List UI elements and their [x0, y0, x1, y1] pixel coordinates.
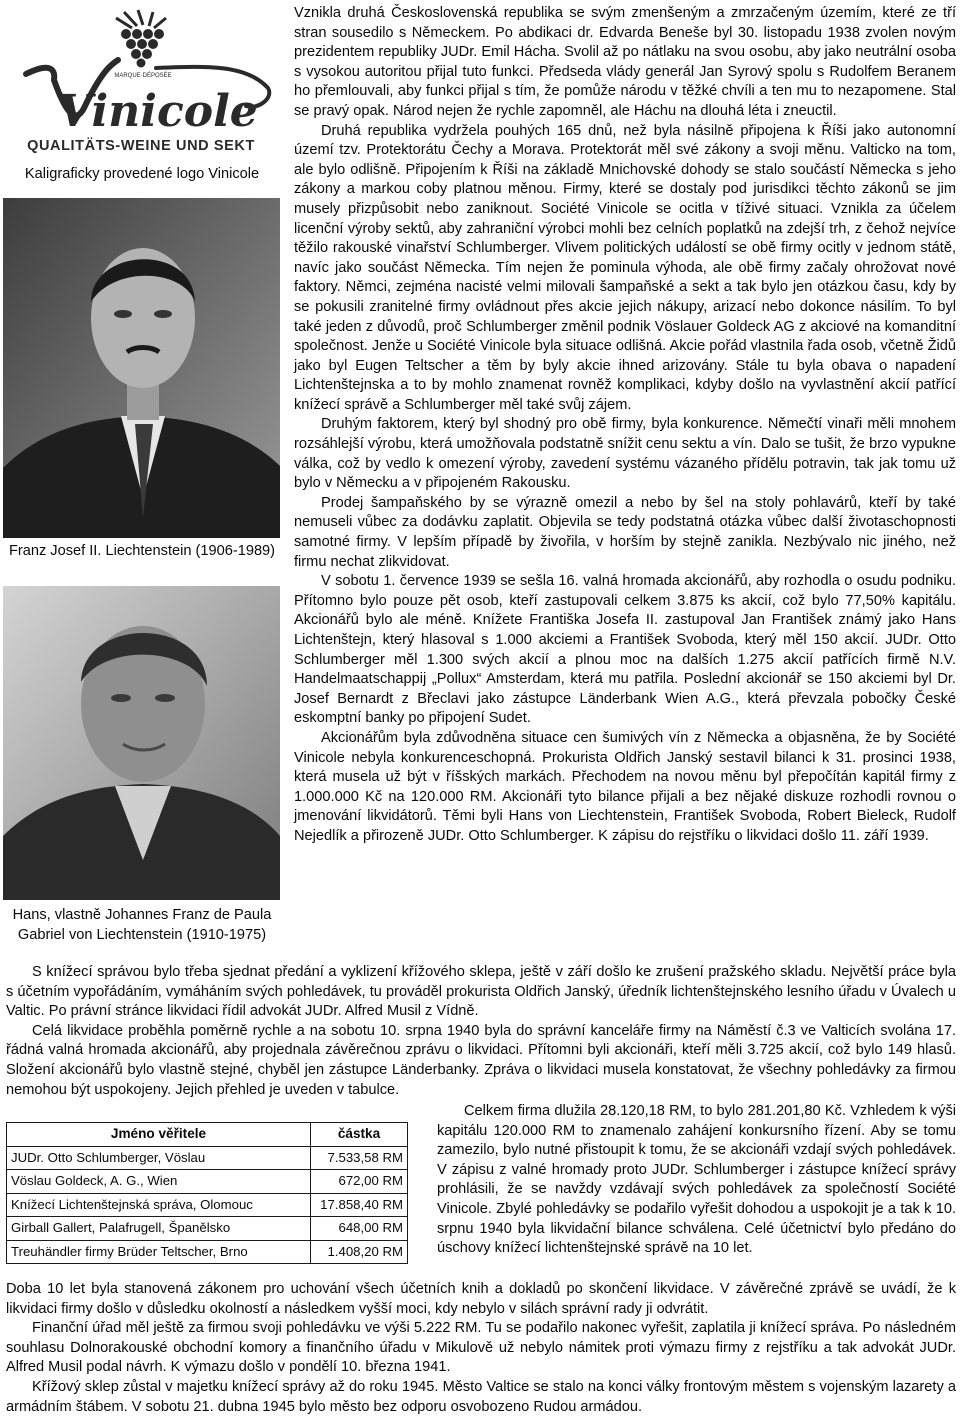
paragraph: V sobotu 1. července 1939 se sešla 16. valná hromada akcionářů, aby rozhodla o osudu podniku. Přítomno bylo pouze pět osob, kteří zastupovali celkem 3.875 ks akcií, což bylo 77,50% kapitálu. Akcionářů bylo ale méně. Knížete Františka Josefa II. zastupoval Jan František známý jako Hans Lichtenštejn, který hlasoval s 1.000 akciemi a František Svoboda, který měl 150 akcií. JUDr. Otto Schlumberger měl 1.300 svých akcií a plnou moc na dalších 1.275 akcií patřících firmě N.V. Handelmaatschappij „Pollux“ Amsterdam, která mu patřila. Poslední akcionář se 150 akciemi byl Dr. Josef Bernardt z Břeclavi jako zástupce Länderbank Wien A.G., která převzala pobočky České eskomptní banky po připojení Sudet.: [294, 573, 956, 727]
creditor-amount: 1.408,20 RM: [311, 1240, 408, 1264]
portrait-photo: [3, 198, 280, 538]
paragraph: Prodej šampaňského by se výrazně omezil a nebo by šel na stoly pohlavárů, kteří by také nemuseli vůbec za dodávku zaplatit. Objevila se tedy podstatná otázka vůbec další životaschopnosti samotné firmy. V lepším případě by živořila, v horším by stejně zanikla. Nezbývalo nic jiného, než firmu nechat zlikvidovat.: [294, 494, 956, 570]
portrait2-caption: [0, 906, 284, 945]
paragraph: Doba 10 let byla stanovená zákonem pro uchování všech účetních knih a dokladů po skončení likvidace. V závěrečné zprávě se uvádí, že k likvidaci firmy došlo v důsledku okolností a následkem vyšší moci, kdy nebylo v silách správní rady ji odvrátit.: [6, 1281, 956, 1317]
paragraph: S knížecí správou bylo třeba sjednat předání a vyklizení křížového sklepa, ještě v září došlo ke zrušení pražského skladu. Největší práce byla s účetním vypořádáním, vymáháním svých pohledávek, tu prováděl prokurista Oldřich Janský, úředník lichtenštejnského lesního úřadu v Úvalech u Valtic. Po právní stránce likvidaci řídil advokát JUDr. Alfred Musil z Vídně.: [6, 964, 956, 1020]
creditor-amount: 672,00 RM: [311, 1170, 408, 1194]
logo-brand: Vinicole: [58, 86, 258, 137]
creditor-name: Girball Gallert, Palafrugell, Španělsko: [7, 1217, 311, 1241]
paragraph: Celkem firma dlužila 28.120,18 RM, to bylo 281.201,80 Kč. Vzhledem k výši kapitálu 120.000 RM to znamenalo zahájení konkursního řízení. Aby se tomu zamezilo, bylo nutné přistoupit k tomu, že se akcionáři vzdají svých pohledávek. V zápisu z valné hromady proto JUDr. Schlumberger i zástupce knížecí správy prohlásili, že se navždy vzdávají svých pohledávek za společností Société Vinicole. Zbylé pohledávky se podařilo vyřešit dohodou a uspokojit je a tak k 10. srpnu 1940 byla likvidační bilance schválena. Celé účetnictví bylo předáno do úschovy knížecí lichtenštejnské správě na 10 let.: [437, 1103, 956, 1257]
portrait-photo: [3, 586, 280, 900]
vinicole-logo: [6, 4, 277, 158]
creditor-amount: 17.858,40 RM: [311, 1193, 408, 1217]
table-row: [7, 1240, 408, 1264]
trademark-text: MARQUE·DÉPOSÉE: [114, 73, 172, 79]
column-text: [294, 4, 956, 847]
paragraph: Vznikla druhá Československá republika se svým zmenšeným a zmrzačeným územím, které ze tří stran sousedilo s Německem. Po abdikaci dr. Edvarda Beneše byl 30. listopadu 1938 zvolen novým prezidentem republiky JUDr. Emil Hácha. Svolil až po nátlaku na svou osobu, aby jako neutrální osoba s vysokou autoritou přijal tuto funkci. Předseda vlády generál Jan Syrový spolu s Rudolfem Beranem ho přemlouvali, aby funkci přijal s tím, že pomůže národu v těžké chvíli a ten mu to nezapomene. Stal se pravý opak. Národ nejen že rychle zapomněl, ale Háchu na dlouhá léta i zneuctil.: [294, 5, 956, 119]
full-width-text: [6, 1280, 956, 1417]
table-side-text: [437, 1102, 956, 1259]
table-header-row: [7, 1123, 408, 1147]
creditor-amount: 7.533,58 RM: [311, 1146, 408, 1170]
paragraph: Akcionářům byla zdůvodněna situace cen šumivých vín z Německa a objasněna, že by Société Vinicole nebyla konkurenceschopná. Prokurista Oldřich Janský sestavil bilanci k 31. prosinci 1938, která musela už být v říšských markách. Přechodem na novou měnu byl přepočítán kapitál firmy z 1.000.000 Kč na 120.000 RM. Akcionáři tyto bilance přijali a bez nějaké diskuze rozhodli rovnou o jmenování likvidátorů. Těmi byli Hans von Liechtenstein, František Svoboda, Robert Bieleck, Rudolf Nejedlík a přirozeně JUDr. Otto Schlumberger. K zápisu do rejstříku o likvidaci došlo 11. září 1939.: [294, 729, 956, 844]
table-row: [7, 1193, 408, 1217]
paragraph: Celá likvidace proběhla poměrně rychle a na sobotu 10. srpna 1940 byla do správní kanceláře firmy na Náměstí č.3 ve Valticích svolána 17. řádná valná hromada akcionářů, aby projednala závěrečnou zprávu o likvidaci. Přítomni byli akcionáři, kteří měli 3.725 akcií, což bylo 149 hlasů. Složení akcionářů bylo vlastně stejné, chyběl jen zástupce Länderbanky. Zpráva o likvidaci musela konstatovat, že všechny pohledávky za firmou nemohou být uspokojeny. Jejich přehled je uveden v tabulce.: [6, 1022, 956, 1098]
column-header: částka: [311, 1123, 408, 1147]
logo-caption: Kaligraficky provedené logo Vinicole: [24, 166, 260, 182]
creditor-name: Vöslau Goldeck, A. G., Wien: [7, 1170, 311, 1194]
paragraph: Finanční úřad měl ještě za firmou svoji pohledávku ve výši 5.222 RM. Tu se podařilo nakonec vyřešit, zaplatila ji knížecí správa. Po následném souhlasu Dolnorakouské obchodní komory a finančního úřadu v Mikulově už nebylo námitek proti výmazu firmy z rejstříku a tak advokát JUDr. Alfred Musil podal návrh. K výmazu došlo v pondělí 10. března 1941.: [6, 1320, 956, 1376]
table-row: [7, 1217, 408, 1241]
full-width-text: [6, 963, 956, 1100]
table-row: [7, 1170, 408, 1194]
creditor-name: JUDr. Otto Schlumberger, Vöslau: [7, 1146, 311, 1170]
paragraph: Křížový sklep zůstal v majetku knížecí správy až do roku 1945. Město Valtice se stalo na konci války frontovým městem s vojenským lazarety a armádním štábem. V sobotu 21. dubna 1945 bylo město bez odporu osvobozeno Rudou armádou.: [6, 1378, 956, 1415]
logo-tagline: QUALITÄTS-WEINE UND SEKT: [27, 138, 255, 154]
paragraph: Druhá republika vydržela pouhých 165 dnů, než byla násilně připojena k Říši jako autonomní území tzv. Protektorátu Čechy a Morava. Protektorát měl své zákony a svoji měnu. Valticko na tom, ale bylo odlišně. Připojením k Říši na základě Mnichovské dohody se stalo součástí Německa s jeho zákony a markou coby platnou měnou. Firmy, které se dostaly pod jurisdikci těchto zákonů se jim musely přizpůsobit nebo zaniknout. Société Vinicole se ocitla v tíživé situaci. Vznikla za účelem licenční výroby sektů, aby zahraniční výrobci mohli bez celních poplatků na zdejší trh, z čehož nejvíce těžilo rakouské vinařství Schlumberger. Vlivem politických událostí se obě firmy ocitly v jednom státě, navíc jako součást Německa. Tím nejen že pominula výhoda, ale obě firmy začaly ohrožovat nové faktory. Němci, zejména nacisté velmi milovali šampaňské a sekt a tak bylo jen otázkou času, kdy by se pokusili zranitelné firmy ovládnout přes akcie jejich nákupy, arizací nebo dokonce násilím. To byl také jeden z důvodů, proč Schlumberger změnil podnik Vöslauer Goldeck AG z akciové na komanditní společnost. Jenže u Société Vinicole byla situace odlišná. Akcie pořád vlastnila řada osob, včetně Židů jako byl Eugen Teltscher a těm by byly akcie ihned arizovány. Stále tu byla obava o napadení Lichtenštejnska a to by mohlo znamenat rovněž komplikaci, kdyby došlo na vyvlastnění akcií patřící knížecí správě a Schlumberger měl také svůj zájem.: [294, 122, 956, 413]
creditor-name: Treuhändler firmy Brüder Teltscher, Brno: [7, 1240, 311, 1264]
creditor-amount: 648,00 RM: [311, 1217, 408, 1241]
portrait2-caption-line: Gabriel von Liechtenstein (1910-1975): [17, 926, 267, 943]
creditors-table: [6, 1122, 408, 1264]
table-row: [7, 1146, 408, 1170]
paragraph: Druhým faktorem, který byl shodný pro obě firmy, byla konkurence. Němečtí vinaři měli mnohem rozsáhlejší výrobu, která umožňovala podstatně snížit cenu sektu a vín. Dalo se tušit, že brzo vypukne válka, což by vedlo k omezení výroby, zavedení systému vázaného přídělu potravin, tak jak tomu už bylo v Německu a v připojeném Rakousku.: [294, 416, 956, 492]
portrait2-caption-line: Hans, vlastně Johannes Franz de Paula: [12, 907, 272, 923]
creditor-name: Knížecí Lichtenštejnská správa, Olomouc: [7, 1193, 311, 1217]
column-header: Jméno věřitele: [7, 1123, 311, 1147]
portrait1-caption: Franz Josef II. Liechtenstein (1906-1989): [8, 543, 276, 559]
